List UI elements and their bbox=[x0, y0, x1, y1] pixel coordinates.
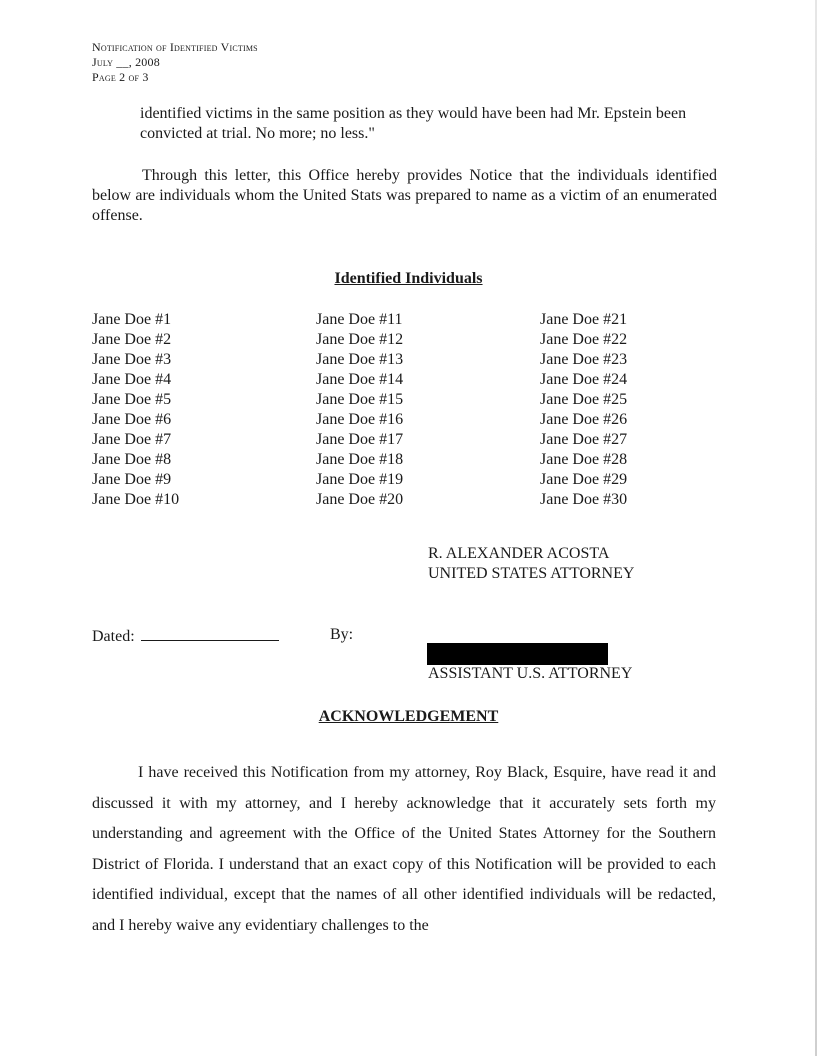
dated-blank-line bbox=[141, 626, 279, 641]
list-item: Jane Doe #25 bbox=[540, 391, 628, 408]
header-page-number: Page 2 of 3 bbox=[92, 70, 149, 84]
continued-paragraph: identified victims in the same position as they would have been had Mr. Epstein been convicted at trial. No more; no less." bbox=[140, 105, 687, 142]
individuals-column-3 bbox=[540, 310, 627, 510]
acknowledgement-heading: ACKNOWLEDGEMENT bbox=[318, 708, 499, 725]
notice-paragraph bbox=[92, 166, 717, 226]
list-item: Jane Doe #22 bbox=[540, 331, 628, 348]
list-item: Jane Doe #8 bbox=[92, 451, 172, 468]
list-item: Jane Doe #18 bbox=[316, 451, 404, 468]
list-item: Jane Doe #29 bbox=[540, 471, 628, 488]
running-header bbox=[92, 40, 258, 85]
list-item: Jane Doe #28 bbox=[540, 451, 628, 468]
individuals-column-1 bbox=[92, 310, 179, 510]
list-item: Jane Doe #15 bbox=[316, 391, 404, 408]
list-item: Jane Doe #6 bbox=[92, 411, 172, 428]
list-item: Jane Doe #21 bbox=[540, 311, 628, 328]
header-title: Notification of Identified Victims bbox=[92, 40, 258, 54]
list-item: Jane Doe #27 bbox=[540, 431, 628, 448]
header-date: July __, 2008 bbox=[92, 55, 160, 69]
dated-field bbox=[92, 626, 279, 646]
individuals-column-2 bbox=[316, 310, 403, 510]
list-item: Jane Doe #9 bbox=[92, 471, 172, 488]
list-item: Jane Doe #16 bbox=[316, 411, 404, 428]
dated-label: Dated: bbox=[92, 628, 135, 645]
list-item: Jane Doe #4 bbox=[92, 371, 172, 388]
list-item: Jane Doe #2 bbox=[92, 331, 172, 348]
list-item: Jane Doe #11 bbox=[316, 311, 403, 328]
signatory-name: R. ALEXANDER ACOSTA bbox=[428, 545, 610, 562]
list-item: Jane Doe #20 bbox=[316, 491, 404, 508]
list-item: Jane Doe #13 bbox=[316, 351, 404, 368]
list-item: Jane Doe #10 bbox=[92, 491, 180, 508]
list-item: Jane Doe #14 bbox=[316, 371, 404, 388]
acknowledgement-body bbox=[92, 758, 716, 941]
list-item: Jane Doe #26 bbox=[540, 411, 628, 428]
signatory-title: UNITED STATES ATTORNEY bbox=[428, 565, 635, 582]
list-item: Jane Doe #30 bbox=[540, 491, 628, 508]
assistant-attorney-title: ASSISTANT U.S. ATTORNEY bbox=[428, 665, 633, 682]
list-item: Jane Doe #3 bbox=[92, 351, 172, 368]
list-item: Jane Doe #19 bbox=[316, 471, 404, 488]
notice-paragraph-text: Through this letter, this Office hereby provides Notice that the individuals identified below are individuals whom the United Stats was prepared to name as a victim of an enumerated offense. bbox=[92, 167, 717, 224]
list-item: Jane Doe #5 bbox=[92, 391, 172, 408]
identified-individuals-heading: Identified Individuals bbox=[334, 270, 483, 287]
acknowledgement-text: I have received this Notification from my attorney, Roy Black, Esquire, have read it and discussed it with my attorney, and I hereby acknowledge that it accurately sets forth my understanding and agreement with the Office of the United States Attorney for the Southern District of Florida. I understand that an exact copy of this Notification will be provided to each identified individual, except that the names of all other identified individuals will be redacted, and I hereby waive any evidentiary challenges to the bbox=[92, 764, 716, 934]
list-item: Jane Doe #24 bbox=[540, 371, 628, 388]
list-item: Jane Doe #17 bbox=[316, 431, 404, 448]
list-item: Jane Doe #23 bbox=[540, 351, 628, 368]
list-item: Jane Doe #7 bbox=[92, 431, 172, 448]
list-item: Jane Doe #12 bbox=[316, 331, 404, 348]
by-label: By: bbox=[330, 626, 354, 643]
redaction-bar bbox=[427, 643, 608, 665]
list-item: Jane Doe #1 bbox=[92, 311, 172, 328]
